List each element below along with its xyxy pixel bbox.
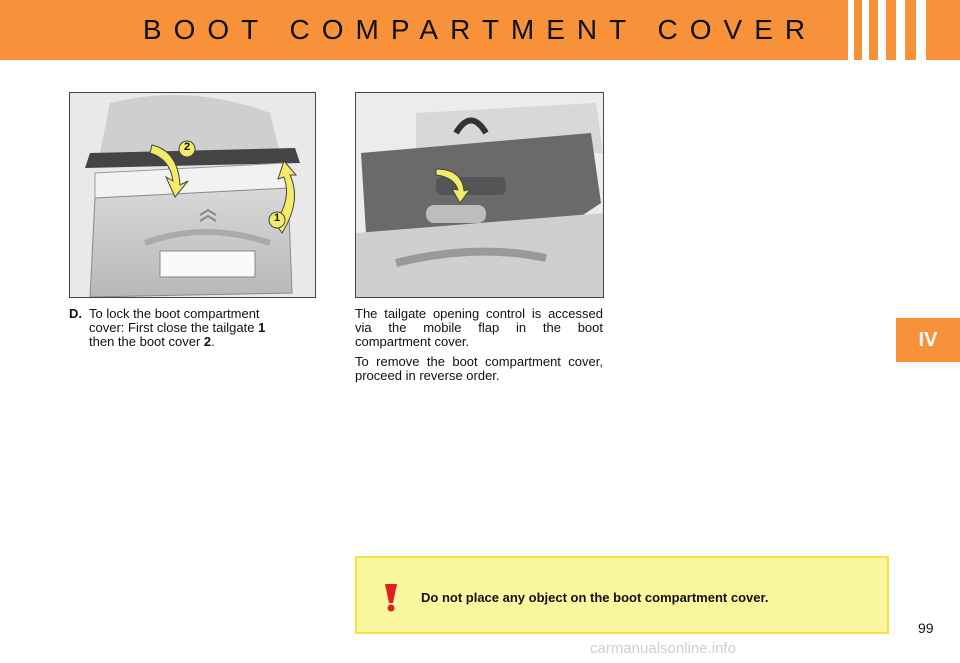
callout-1: 1 bbox=[273, 212, 281, 224]
callout-2: 2 bbox=[183, 141, 191, 153]
footer-watermark: carmanualsonline.info bbox=[590, 640, 736, 657]
warning-box bbox=[355, 556, 889, 634]
header-stripes bbox=[848, 0, 946, 60]
chapter-tab: IV bbox=[896, 318, 960, 362]
page-header bbox=[0, 0, 960, 60]
paragraph-1: The tailgate opening control is accessed via the mobile flap in the boot compartment cover. bbox=[355, 306, 603, 349]
opening-control-text bbox=[355, 307, 603, 389]
step-d-text: D. To lock the boot compartment cover: First close the tailgate 1 then the boot cover 2. bbox=[69, 306, 266, 349]
boot-cover-photo bbox=[355, 92, 604, 298]
tailgate-photo bbox=[69, 92, 316, 298]
exclamation-icon bbox=[377, 582, 405, 612]
warning-text: Do not place any object on the boot compartment cover. bbox=[421, 590, 769, 605]
page-title: BOOT COMPARTMENT COVER bbox=[142, 14, 818, 45]
paragraph-2: To remove the boot compartment cover, proceed in reverse order. bbox=[355, 354, 603, 383]
step-label: D. bbox=[69, 306, 82, 321]
page-number: 99 bbox=[918, 620, 934, 636]
